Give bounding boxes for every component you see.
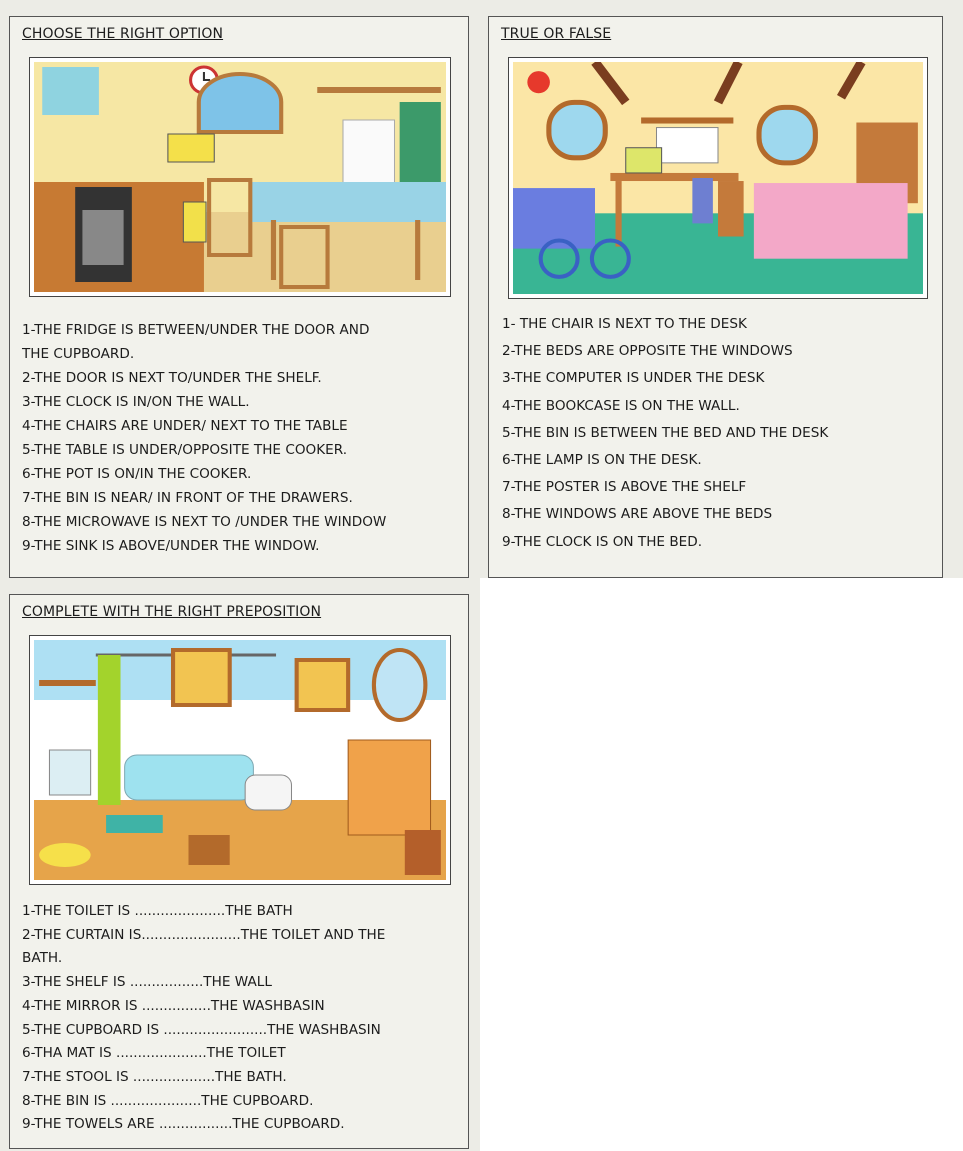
list-item: 5-THE CUPBOARD IS ........................THE WASHBASIN: [22, 1021, 381, 1038]
list-item: 6-THA MAT IS .....................THE TOILET: [22, 1045, 286, 1062]
list-item: 8-THE BIN IS .....................THE CUPBOARD.: [22, 1092, 314, 1109]
list-item: 1-THE TOILET IS .....................THE BATH: [22, 903, 293, 919]
list-item: 3-THE COMPUTER IS UNDER THE DESK: [502, 370, 765, 387]
list-item: 9-THE CLOCK IS ON THE BED.: [502, 533, 703, 550]
blank-area: [480, 578, 963, 1151]
list-item: 5-THE TABLE IS UNDER/OPPOSITE THE COOKER.: [22, 442, 348, 458]
true-false-items-list: [502, 311, 828, 556]
list-item: 2-THE DOOR IS NEXT TO/UNDER THE SHELF.: [22, 370, 322, 386]
list-item: BATH.: [22, 950, 63, 967]
choose-items-list: [22, 318, 386, 558]
list-item: 3-THE SHELF IS .................THE WALL: [22, 974, 272, 991]
bedroom-illustration: [508, 57, 928, 299]
kitchen-illustration: [29, 57, 451, 297]
choose-option-panel: [9, 16, 469, 578]
complete-preposition-panel: [9, 594, 469, 1149]
list-item: 4-THE BOOKCASE IS ON THE WALL.: [502, 397, 740, 414]
list-item: 7-THE STOOL IS ...................THE BATH.: [22, 1068, 287, 1085]
list-item: 1-THE FRIDGE IS BETWEEN/UNDER THE DOOR AND: [22, 322, 370, 338]
list-item: 9-THE SINK IS ABOVE/UNDER THE WINDOW.: [22, 538, 320, 554]
bathroom-illustration: [29, 635, 451, 885]
panel-title: COMPLETE WITH THE RIGHT PREPOSITION: [22, 604, 322, 620]
list-item: 4-THE MIRROR IS ................THE WASHBASIN: [22, 997, 325, 1014]
list-item: 6-THE POT IS ON/IN THE COOKER.: [22, 466, 252, 482]
list-item: 9-THE TOWELS ARE .................THE CUPBOARD.: [22, 1116, 345, 1133]
list-item: 7-THE POSTER IS ABOVE THE SHELF: [502, 479, 747, 496]
panel-title: CHOOSE THE RIGHT OPTION: [22, 26, 224, 42]
complete-items-list: [22, 900, 385, 1137]
list-item: 3-THE CLOCK IS IN/ON THE WALL.: [22, 394, 250, 410]
list-item: 8-THE MICROWAVE IS NEXT TO /UNDER THE WINDOW: [22, 514, 387, 530]
list-item: 2-THE BEDS ARE OPPOSITE THE WINDOWS: [502, 343, 793, 360]
list-item: 6-THE LAMP IS ON THE DESK.: [502, 452, 702, 469]
list-item: 8-THE WINDOWS ARE ABOVE THE BEDS: [502, 506, 773, 523]
list-item: 1- THE CHAIR IS NEXT TO THE DESK: [502, 316, 747, 332]
list-item: 5-THE BIN IS BETWEEN THE BED AND THE DESK: [502, 424, 829, 441]
list-item: 4-THE CHAIRS ARE UNDER/ NEXT TO THE TABLE: [22, 418, 348, 434]
list-item: 7-THE BIN IS NEAR/ IN FRONT OF THE DRAWERS.: [22, 490, 353, 506]
panel-title: TRUE OR FALSE: [501, 26, 612, 42]
list-item: THE CUPBOARD.: [22, 346, 135, 362]
list-item: 2-THE CURTAIN IS.......................THE TOILET AND THE: [22, 926, 386, 943]
true-false-panel: [488, 16, 943, 578]
